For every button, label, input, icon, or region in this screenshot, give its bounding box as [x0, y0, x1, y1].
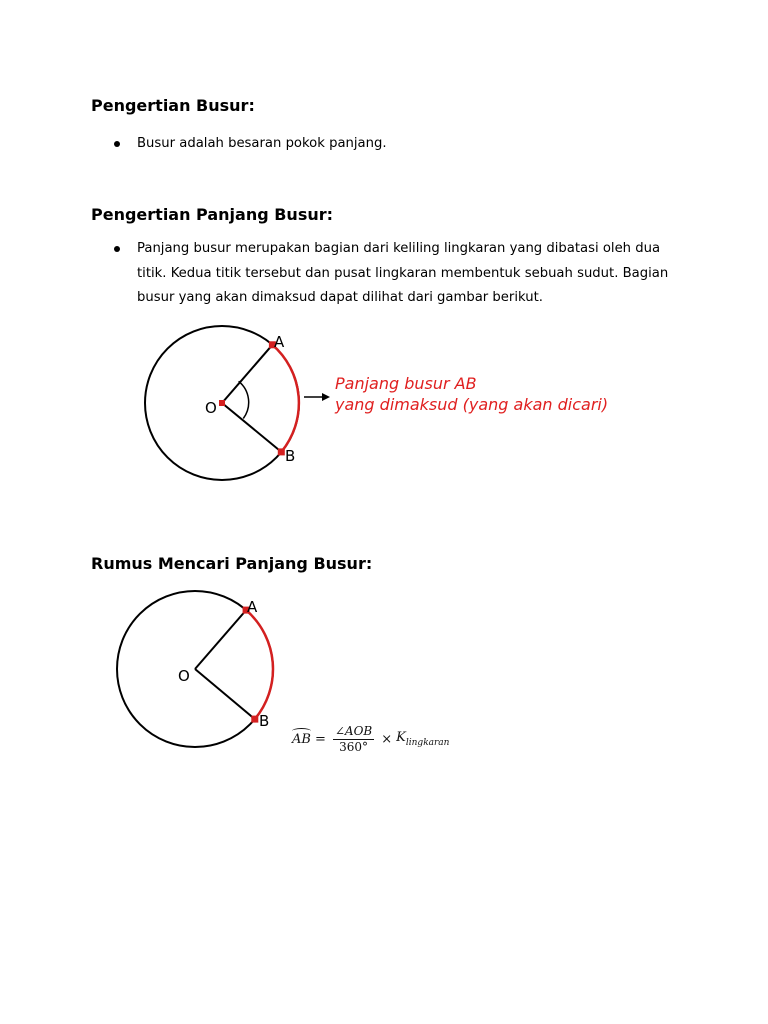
radius-oa	[195, 610, 246, 669]
label-a: A	[247, 598, 258, 616]
callout-line-2: yang dimaksud (yang akan dicari)	[335, 395, 609, 414]
center-point	[219, 400, 225, 406]
radius-ob	[195, 669, 255, 719]
angle-mark	[239, 381, 249, 418]
arc-ab-symbol: AB	[292, 731, 311, 747]
arrow-right-icon	[322, 393, 330, 401]
label-o: O	[178, 667, 190, 685]
k-subscript: lingkaran	[405, 738, 450, 748]
arc-length-formula	[292, 724, 449, 754]
label-b: B	[285, 447, 296, 465]
times-sign: ×	[381, 731, 393, 747]
k-symbol: K	[396, 730, 406, 745]
callout-line-1: Panjang busur AB	[335, 374, 477, 393]
point-b	[251, 716, 258, 723]
equals-sign: =	[314, 731, 326, 747]
list-item: Panjang busur merupakan bagian dari keliling lingkaran yang dibatasi oleh dua titik. Kedua titik tersebut dan pusat lingkaran membentuk sebuah sudut. Bagian busur yang akan dimaksud dapat dilihat dari gambar berikut.	[91, 237, 681, 311]
label-b: B	[259, 712, 270, 730]
label-a: A	[274, 333, 285, 351]
label-o: O	[205, 399, 217, 417]
heading-pengertian-panjang-busur: Pengertian Panjang Busur:	[91, 205, 334, 224]
fraction-denominator: 360°	[339, 740, 368, 754]
heading-rumus-panjang-busur: Rumus Mencari Panjang Busur:	[91, 554, 373, 573]
heading-pengertian-busur: Pengertian Busur:	[91, 96, 255, 115]
figure-arc-diagram-2	[117, 591, 273, 747]
k-variable	[396, 730, 449, 748]
arc-ab	[246, 610, 273, 719]
arc-ab	[272, 345, 298, 452]
radius-ob	[222, 403, 281, 452]
fraction	[333, 724, 374, 754]
fraction-numerator: ∠AOB	[334, 724, 373, 738]
figure-arc-diagram-1	[145, 326, 608, 480]
point-b	[278, 448, 285, 455]
list-item: Busur adalah besaran pokok panjang.	[91, 132, 691, 157]
